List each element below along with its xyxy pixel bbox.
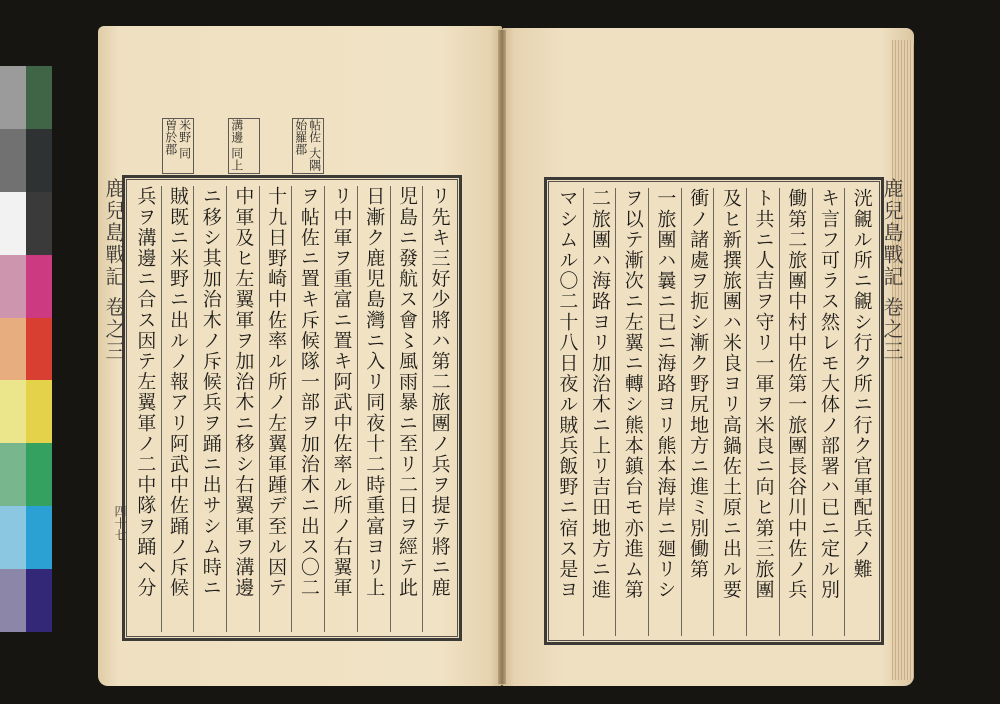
headnote-text: 帖佐 大隅 始羅郡: [293, 119, 322, 171]
color-checker-strip: [0, 66, 52, 632]
checker-row: [0, 66, 52, 129]
text-column: [583, 188, 616, 636]
checker-row: [0, 380, 52, 443]
column-text: リ中軍ヲ重富ニ置キ阿武中佐率ル所ノ右翼軍: [330, 186, 353, 598]
column-text: マシムル〇二十八日夜ル賊兵飯野ニ宿ス是ヨ: [556, 188, 579, 600]
column-text: 児島ニ發航ス會〻風雨暴ニ至リ二日ヲ經テ此: [395, 186, 418, 598]
text-column: [615, 188, 648, 636]
checker-row: [0, 129, 52, 192]
text-column: [844, 188, 877, 636]
right-text-frame: [544, 177, 884, 645]
headnote-text: 溝邊 同上: [229, 119, 244, 171]
text-column: [390, 186, 423, 632]
column-text: 日漸ク鹿児島灣ニ入リ同夜十二時重富ヨリ上: [363, 186, 386, 598]
text-column: [779, 188, 812, 636]
checker-swatch: [26, 318, 52, 381]
checker-row: [0, 443, 52, 506]
left-text-frame: [122, 175, 462, 641]
column-text: 洸覦ル所ニ覦シ行ク所ニ行ク官軍配兵ノ難: [850, 188, 873, 580]
column-text: 働第二旅團中村中佐第一旅團長谷川中佐ノ兵: [785, 188, 808, 600]
column-text: ニ移シ其加治木ノ斥候兵ヲ踊ニ出サシム時ニ: [199, 186, 222, 598]
column-text: 賊既ニ米野ニ出ルノ報アリ阿武中佐踊ノ斥候: [167, 186, 190, 598]
checker-row: [0, 506, 52, 569]
headnote-2: [228, 118, 260, 174]
column-text: ト共ニ人吉ヲ守リ一軍ヲ米良ニ向ヒ第三旅團: [752, 188, 775, 600]
checker-swatch: [0, 66, 26, 129]
left-foreedge-title: 鹿兒島戰記 卷之三: [102, 178, 126, 363]
checker-row: [0, 255, 52, 318]
checker-swatch: [0, 443, 26, 506]
text-column: [161, 186, 194, 632]
left-text-columns: [129, 186, 455, 632]
headnote-3: [162, 118, 194, 174]
checker-row: [0, 318, 52, 381]
bleed-through-ghost: [600, 92, 686, 158]
text-column: [713, 188, 746, 636]
column-text: 二旅團ハ海路ヨリ加治木ニ上リ吉田地方ニ進: [589, 188, 612, 600]
column-text: リ先キ三好少將ハ第二旅團ノ兵ヲ提テ將ニ鹿: [428, 186, 451, 598]
column-text: ヲ帖佐ニ置キ斥候隊一部ヲ加治木ニ出ス〇二: [297, 186, 320, 598]
checker-swatch: [0, 380, 26, 443]
headnote-1: [292, 118, 324, 174]
checker-swatch: [0, 192, 26, 255]
right-text-columns: [551, 188, 877, 636]
checker-swatch: [0, 255, 26, 318]
checker-swatch: [0, 318, 26, 381]
column-text: 一旅團ハ曩ニ已ニ海路ヨリ熊本海岸ニ廻リシ: [654, 188, 677, 600]
text-column: [681, 188, 714, 636]
text-column: [422, 186, 455, 632]
column-text: 及ヒ新撰旅團ハ米良ヨリ高鍋佐土原ニ出ル要: [719, 188, 742, 600]
checker-row: [0, 569, 52, 632]
text-column: [648, 188, 681, 636]
text-column: [812, 188, 845, 636]
checker-swatch: [26, 506, 52, 569]
right-foreedge-title: 鹿兒島戰記 卷之三: [880, 178, 904, 363]
checker-swatch: [26, 443, 52, 506]
column-text: 衝ノ諸處ヲ扼シ漸ク野尻地方ニ進ミ別働第: [687, 188, 710, 580]
checker-row: [0, 192, 52, 255]
column-text: キ言フ可ラス然レモ大体ノ部署ハ已ニ定ル別: [817, 188, 840, 600]
book-gutter: [498, 30, 506, 684]
checker-swatch: [26, 380, 52, 443]
checker-swatch: [0, 569, 26, 632]
headnote-text: 米野 同 曽於郡: [163, 119, 192, 159]
text-column: [129, 186, 161, 632]
checker-swatch: [0, 129, 26, 192]
text-column: [551, 188, 583, 636]
folio-number: 四十七: [113, 505, 127, 541]
column-text: ヲ以テ漸次ニ左翼ニ轉シ熊本鎮台モ亦進ム第: [621, 188, 644, 600]
text-column: [259, 186, 292, 632]
text-column: [226, 186, 259, 632]
text-column: [357, 186, 390, 632]
text-column: [746, 188, 779, 636]
column-text: 兵ヲ溝邊ニ合ス因テ左翼軍ノ二中隊ヲ踊ヘ分: [134, 186, 157, 598]
checker-swatch: [26, 129, 52, 192]
column-text: 十九日野崎中佐率ル所ノ左翼軍踵デ至ル因テ: [265, 186, 288, 598]
text-column: [324, 186, 357, 632]
text-column: [193, 186, 226, 632]
checker-swatch: [0, 506, 26, 569]
column-text: 中軍及ヒ左翼軍ヲ加治木ニ移シ右翼軍ヲ溝邊: [232, 186, 255, 598]
checker-swatch: [26, 66, 52, 129]
checker-swatch: [26, 255, 52, 318]
text-column: [291, 186, 324, 632]
checker-swatch: [26, 569, 52, 632]
checker-swatch: [26, 192, 52, 255]
